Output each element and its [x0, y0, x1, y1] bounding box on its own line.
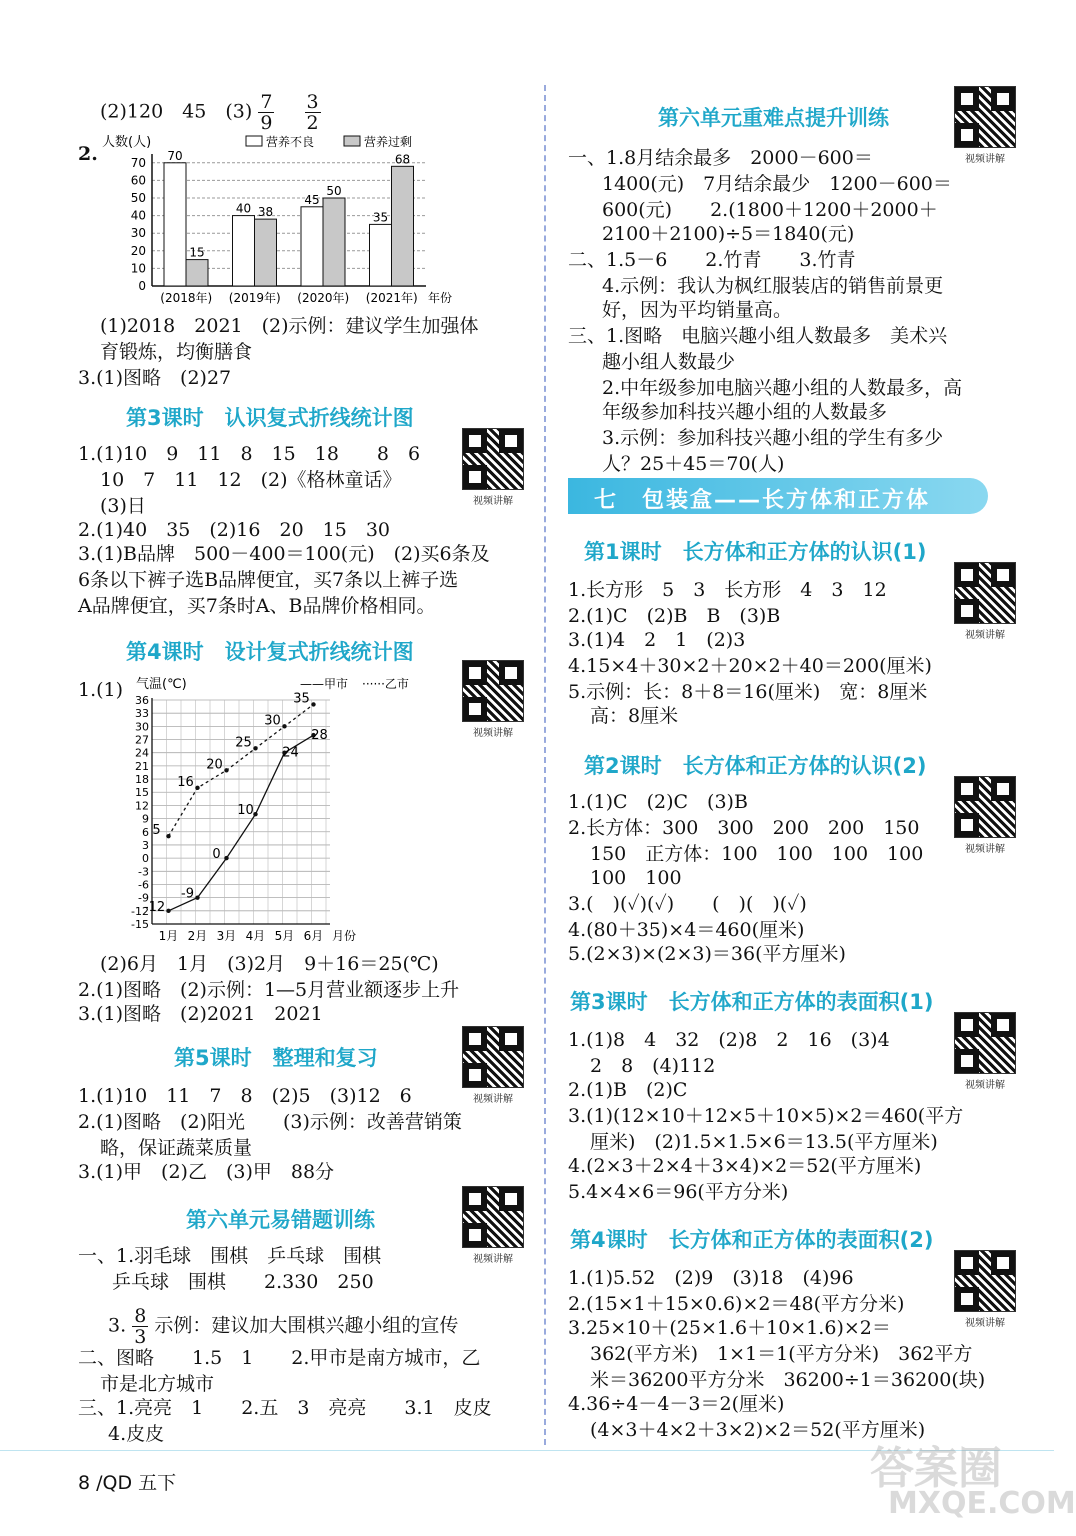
answer-line: 三、1.图略 电脑兴趣小组人数最多 美术兴	[568, 325, 948, 347]
bar	[255, 219, 277, 286]
numerator: 7	[260, 91, 273, 113]
y-tick-label: 10	[130, 261, 146, 276]
qr-icon	[954, 1250, 1016, 1312]
y-tick-label: 0	[142, 852, 149, 866]
qr-icon	[462, 660, 524, 722]
answer-line: 3.(1)图略 (2)27	[78, 367, 232, 389]
bar-value-label: 45	[304, 192, 320, 207]
bar	[323, 198, 345, 286]
answer-text: (2)120 45 (3)	[100, 100, 253, 123]
denominator: 2	[306, 112, 319, 134]
answer-line: 4.皮皮	[108, 1423, 165, 1445]
answer-line: 人？25＋45＝70(人)	[602, 453, 785, 475]
answer-line: 2.(15×1＋15×0.6)×2＝48(平方分米)	[568, 1293, 905, 1315]
qr-icon	[954, 562, 1016, 624]
y-tick-label: 24	[135, 746, 149, 760]
legend-label: 营养过剩	[364, 135, 413, 149]
bar	[164, 163, 186, 286]
legend-label: ······乙市	[362, 677, 409, 691]
answer-line: 2100＋2100)÷5＝1840(元)	[602, 223, 855, 245]
y-tick-label: 27	[135, 733, 149, 747]
answer-line: 1.(1)8 4 32 (2)8 2 16 (3)4	[568, 1029, 890, 1051]
answer-line: 100 100	[590, 867, 682, 889]
qr-code[interactable]	[954, 1012, 1016, 1091]
denominator: 3	[134, 1326, 147, 1348]
data-label: 30	[264, 713, 281, 729]
question-number: 2.	[78, 143, 98, 165]
answer-line: (4×3＋4×2＋3×2)×2＝52(平方厘米)	[590, 1419, 926, 1441]
bar-value-label: 50	[326, 184, 342, 198]
answer-line: 6条以下裤子选B品牌便宜，买7条以上裤子选	[78, 569, 459, 591]
y-tick-label: 18	[135, 773, 149, 787]
fraction	[305, 92, 321, 133]
y-tick-label: 0	[138, 279, 146, 293]
watermark-url: MXQE.COM	[888, 1486, 1076, 1521]
y-tick-label: -15	[131, 918, 149, 931]
answer-line: 3.示例：参加科技兴趣小组的学生有多少	[602, 427, 944, 449]
answer-text: 示例：建议加大围棋兴趣小组的宣传	[154, 1314, 459, 1337]
answer-line: 一、1.羽毛球 围棋 乒乓球 围棋	[78, 1245, 382, 1267]
legend-label: 营养不良	[266, 135, 315, 149]
data-label: 20	[206, 757, 223, 773]
answer-line: 一、1.8月结余最多 2000－600＝	[568, 147, 873, 169]
fraction	[258, 92, 274, 133]
answer-line: A品牌便宜，买7条时A、B品牌价格相同。	[78, 595, 436, 617]
y-tick-label: -9	[138, 891, 149, 905]
answer-line: 3.(1)4 2 1 (2)3	[568, 629, 746, 651]
bar	[233, 216, 255, 286]
answer-line: 1.(1)	[78, 679, 124, 701]
answer-line: 3.(1)甲 (2)乙 (3)甲 88分	[78, 1161, 335, 1183]
unit-banner	[568, 478, 988, 514]
qr-code[interactable]	[462, 1026, 524, 1105]
answer-line: 10 7 11 12 (2)《格林童话》	[100, 469, 402, 491]
qr-label: 视频讲解	[965, 844, 1005, 855]
answer-line	[108, 1306, 458, 1347]
y-tick-label: -3	[138, 865, 149, 879]
lesson-heading: 第六单元易错题训练	[186, 1208, 375, 1232]
answer-line: 2.长方体：300 300 200 200 150	[568, 817, 920, 839]
x-tick-label: (2018年)	[160, 291, 213, 305]
answer-line: 米＝36200平方分米 36200÷1＝36200(块)	[590, 1369, 986, 1391]
y-tick-label: 15	[135, 786, 149, 800]
answer-line: 2.(1)图略 (2)阳光 (3)示例：改善营销策	[78, 1111, 462, 1133]
answer-line: 厘米) (2)1.5×1.5×6＝13.5(平方厘米)	[590, 1131, 938, 1153]
data-point	[166, 909, 170, 913]
data-label: -9	[181, 886, 194, 902]
data-point	[195, 786, 199, 790]
qr-label: 视频讲解	[473, 1094, 513, 1105]
y-tick-label: 6	[142, 825, 149, 839]
bar-value-label: 35	[372, 210, 389, 225]
bar	[186, 260, 208, 286]
answer-line: 4.示例：我认为枫红服装店的销售前景更	[602, 275, 944, 297]
qr-label: 视频讲解	[473, 728, 513, 739]
y-tick-label: 9	[142, 812, 149, 826]
answer-line: 1.(1)10 11 7 8 (2)5 (3)12 6	[78, 1085, 412, 1107]
answer-line: 1.(1)C (2)C (3)B	[568, 791, 748, 813]
data-point	[224, 768, 228, 772]
y-tick-label: 30	[135, 720, 149, 734]
y-tick-label: 30	[130, 226, 146, 241]
answer-line: 1400(元) 7月结余最少 1200－600＝	[602, 173, 952, 195]
answer-line: 4.(80＋35)×4＝460(厘米)	[568, 919, 805, 941]
lesson-heading: 第4课时 设计复式折线统计图	[126, 640, 414, 664]
answer-line: 3.25×10＋(25×1.6＋10×1.6)×2＝	[568, 1317, 891, 1339]
answer-line: 市是北方城市	[100, 1373, 215, 1395]
data-point	[195, 895, 199, 899]
qr-icon	[462, 428, 524, 490]
fraction	[132, 1306, 148, 1347]
y-tick-label: 3	[142, 838, 149, 852]
answer-line: 5.4×4×6＝96(平方分米)	[568, 1181, 789, 1203]
y-axis-label: 气温(℃)	[136, 677, 187, 692]
y-tick-label: -12	[131, 904, 149, 918]
qr-code[interactable]	[462, 660, 524, 739]
data-label: 35	[293, 691, 310, 707]
answer-line: 年级参加科技兴趣小组的人数最多	[602, 401, 888, 423]
y-tick-label: 70	[130, 155, 146, 170]
answer-line: 趣小组人数最少	[602, 351, 736, 373]
answer-line: 1.长方形 5 3 长方形 4 3 12	[568, 579, 887, 601]
answer-line: (1)2018 2021 (2)示例：建议学生加强体	[100, 315, 479, 337]
qr-icon	[462, 1186, 524, 1248]
lesson-heading: 第2课时 长方体和正方体的认识(2)	[584, 754, 927, 778]
answer-line: 2.(1)40 35 (2)16 20 15 30	[78, 519, 391, 541]
answer-line: 2.(1)C (2)B B (3)B	[568, 605, 781, 627]
x-tick-label: 3月	[216, 929, 237, 943]
page-footer: 8 /QD 五下	[78, 1472, 177, 1494]
y-tick-label: 21	[135, 759, 149, 773]
legend-swatch	[344, 136, 360, 146]
bar-value-label: 68	[394, 152, 411, 167]
qr-label: 视频讲解	[473, 1254, 513, 1265]
qr-icon	[462, 1026, 524, 1088]
answer-line: 高：8厘米	[590, 705, 679, 727]
answer-line: 362(平方米) 1×1＝1(平方分米) 362平方	[590, 1343, 973, 1365]
qr-code[interactable]	[954, 1250, 1016, 1329]
bar-value-label: 15	[189, 245, 205, 260]
answer-line: 2.中年级参加电脑兴趣小组的人数最多，高	[602, 377, 963, 399]
legend-label: ——甲市	[300, 677, 349, 691]
answer-line: 三、1.亮亮 1 2.五 3 亮亮 3.1 皮皮	[78, 1397, 492, 1419]
legend-swatch	[246, 136, 262, 146]
qr-icon	[954, 1012, 1016, 1074]
bar-value-label: 38	[257, 205, 274, 220]
data-point	[224, 856, 228, 860]
y-tick-label: 60	[130, 173, 146, 188]
bar-chart	[96, 136, 506, 316]
data-label: 25	[235, 735, 252, 751]
answer-line: 4.36÷4－4－3＝2(厘米)	[568, 1393, 785, 1415]
y-tick-label: 50	[130, 191, 146, 205]
answer-line: 2 8 (4)112	[590, 1055, 716, 1077]
x-tick-label: (2019年)	[228, 291, 281, 305]
x-axis-label: 月份	[332, 929, 357, 943]
data-point	[166, 834, 170, 838]
data-label: 16	[177, 774, 194, 790]
answer-line	[100, 92, 321, 133]
x-tick-label: 6月	[303, 929, 324, 943]
x-tick-label: 1月	[158, 929, 179, 943]
qr-code[interactable]	[954, 776, 1016, 855]
data-point	[282, 724, 286, 728]
y-tick-label: 20	[130, 243, 146, 258]
data-point	[253, 812, 257, 816]
data-label: -12	[143, 899, 166, 915]
answer-line: 乒乓球 围棋 2.330 250	[112, 1271, 374, 1293]
lesson-heading: 第1课时 长方体和正方体的认识(1)	[584, 540, 927, 564]
data-label: 0	[212, 847, 221, 863]
x-tick-label: 4月	[245, 929, 266, 943]
x-tick-label: (2021年)	[365, 291, 418, 305]
answer-line: (2)6月 1月 (3)2月 9＋16＝25(℃)	[100, 953, 439, 975]
qr-label: 视频讲解	[473, 496, 513, 507]
answer-line: 1.(1)10 9 11 8 15 18 8 6	[78, 443, 421, 465]
qr-label: 视频讲解	[965, 154, 1005, 165]
y-tick-label: 40	[130, 208, 146, 223]
y-tick-label: 36	[135, 694, 149, 707]
answer-line: (3)日	[100, 495, 146, 517]
answer-line: 育锻炼，均衡膳食	[100, 341, 253, 363]
bar-value-label: 70	[167, 148, 183, 163]
qr-label: 视频讲解	[965, 1318, 1005, 1329]
numerator: 8	[134, 1305, 147, 1327]
bar	[370, 224, 392, 286]
bar-value-label: 40	[235, 201, 252, 216]
answer-line: 二、图略 1.5 1 2.甲市是南方城市，乙	[78, 1347, 481, 1369]
data-label: 10	[237, 803, 254, 819]
qr-icon	[954, 776, 1016, 838]
answer-line: 3.(1)图略 (2)2021 2021	[78, 1003, 323, 1025]
unit-title: 七 包装盒——长方体和正方体	[594, 488, 931, 513]
data-point	[311, 702, 315, 706]
lesson-heading: 第3课时 认识复式折线统计图	[126, 406, 414, 430]
lesson-heading: 第六单元重难点提升训练	[658, 106, 889, 130]
data-label: 5	[152, 823, 161, 839]
lesson-heading: 第4课时 长方体和正方体的表面积(2)	[570, 1228, 934, 1252]
qr-code[interactable]	[954, 86, 1016, 165]
data-label: 24	[282, 745, 299, 761]
answer-line: 3.( )(✓)(✓) ( )( )(✓)	[568, 893, 807, 915]
answer-line: 略，保证蔬菜质量	[100, 1137, 253, 1159]
answer-line: 4.15×4＋30×2＋20×2＋40＝200(厘米)	[568, 655, 932, 677]
answer-line: 1.(1)5.52 (2)9 (3)18 (4)96	[568, 1267, 854, 1289]
qr-label: 视频讲解	[965, 1080, 1005, 1091]
x-tick-label: 2月	[187, 929, 208, 943]
lesson-heading: 第3课时 长方体和正方体的表面积(1)	[570, 990, 934, 1014]
answer-line: 5.示例：长：8＋8＝16(厘米) 宽：8厘米	[568, 681, 928, 703]
answer-line: 5.(2×3)×(2×3)＝36(平方厘米)	[568, 943, 846, 965]
y-tick-label: -6	[138, 878, 149, 892]
answer-text: 3.	[108, 1314, 127, 1337]
watermark-logo: 答案圈	[870, 1443, 1002, 1494]
qr-code[interactable]	[954, 562, 1016, 641]
qr-icon	[954, 86, 1016, 148]
lesson-heading: 第5课时 整理和复习	[174, 1046, 378, 1070]
answer-line: 2.(1)B (2)C	[568, 1079, 688, 1101]
data-point	[253, 746, 257, 750]
y-axis-label: 人数(人)	[102, 135, 152, 150]
answer-line: 4.(2×3＋2×4＋3×4)×2＝52(平方厘米)	[568, 1155, 922, 1177]
x-tick-label: (2020年)	[297, 291, 350, 305]
answer-line: 好，因为平均销量高。	[602, 299, 793, 321]
bar	[301, 207, 323, 286]
qr-code[interactable]	[462, 428, 524, 507]
data-label: 28	[311, 728, 328, 744]
answer-line: 3.(1)(12×10＋12×5＋10×5)×2＝460(平方	[568, 1105, 964, 1127]
y-tick-label: 12	[135, 799, 149, 813]
y-tick-label: 33	[135, 707, 149, 721]
qr-label: 视频讲解	[965, 630, 1005, 641]
qr-code[interactable]	[462, 1186, 524, 1265]
line-chart	[122, 676, 462, 956]
answer-line: 二、1.5－6 2.竹青 3.竹青	[568, 249, 856, 271]
answer-line: 150 正方体：100 100 100 100	[590, 843, 924, 865]
answer-line: 600(元) 2.(1800＋1200＋2000＋	[602, 199, 938, 221]
answer-line: 2.(1)图略 (2)示例：1—5月营业额逐步上升	[78, 979, 460, 1001]
bar	[392, 166, 414, 286]
x-tick-label: 5月	[274, 929, 295, 943]
denominator: 9	[260, 112, 273, 134]
numerator: 3	[306, 91, 319, 113]
column-divider	[544, 85, 546, 1445]
x-axis-label: 年份	[428, 291, 453, 305]
answer-line: 3.(1)B品牌 500－400＝100(元) (2)买6条及	[78, 543, 490, 565]
